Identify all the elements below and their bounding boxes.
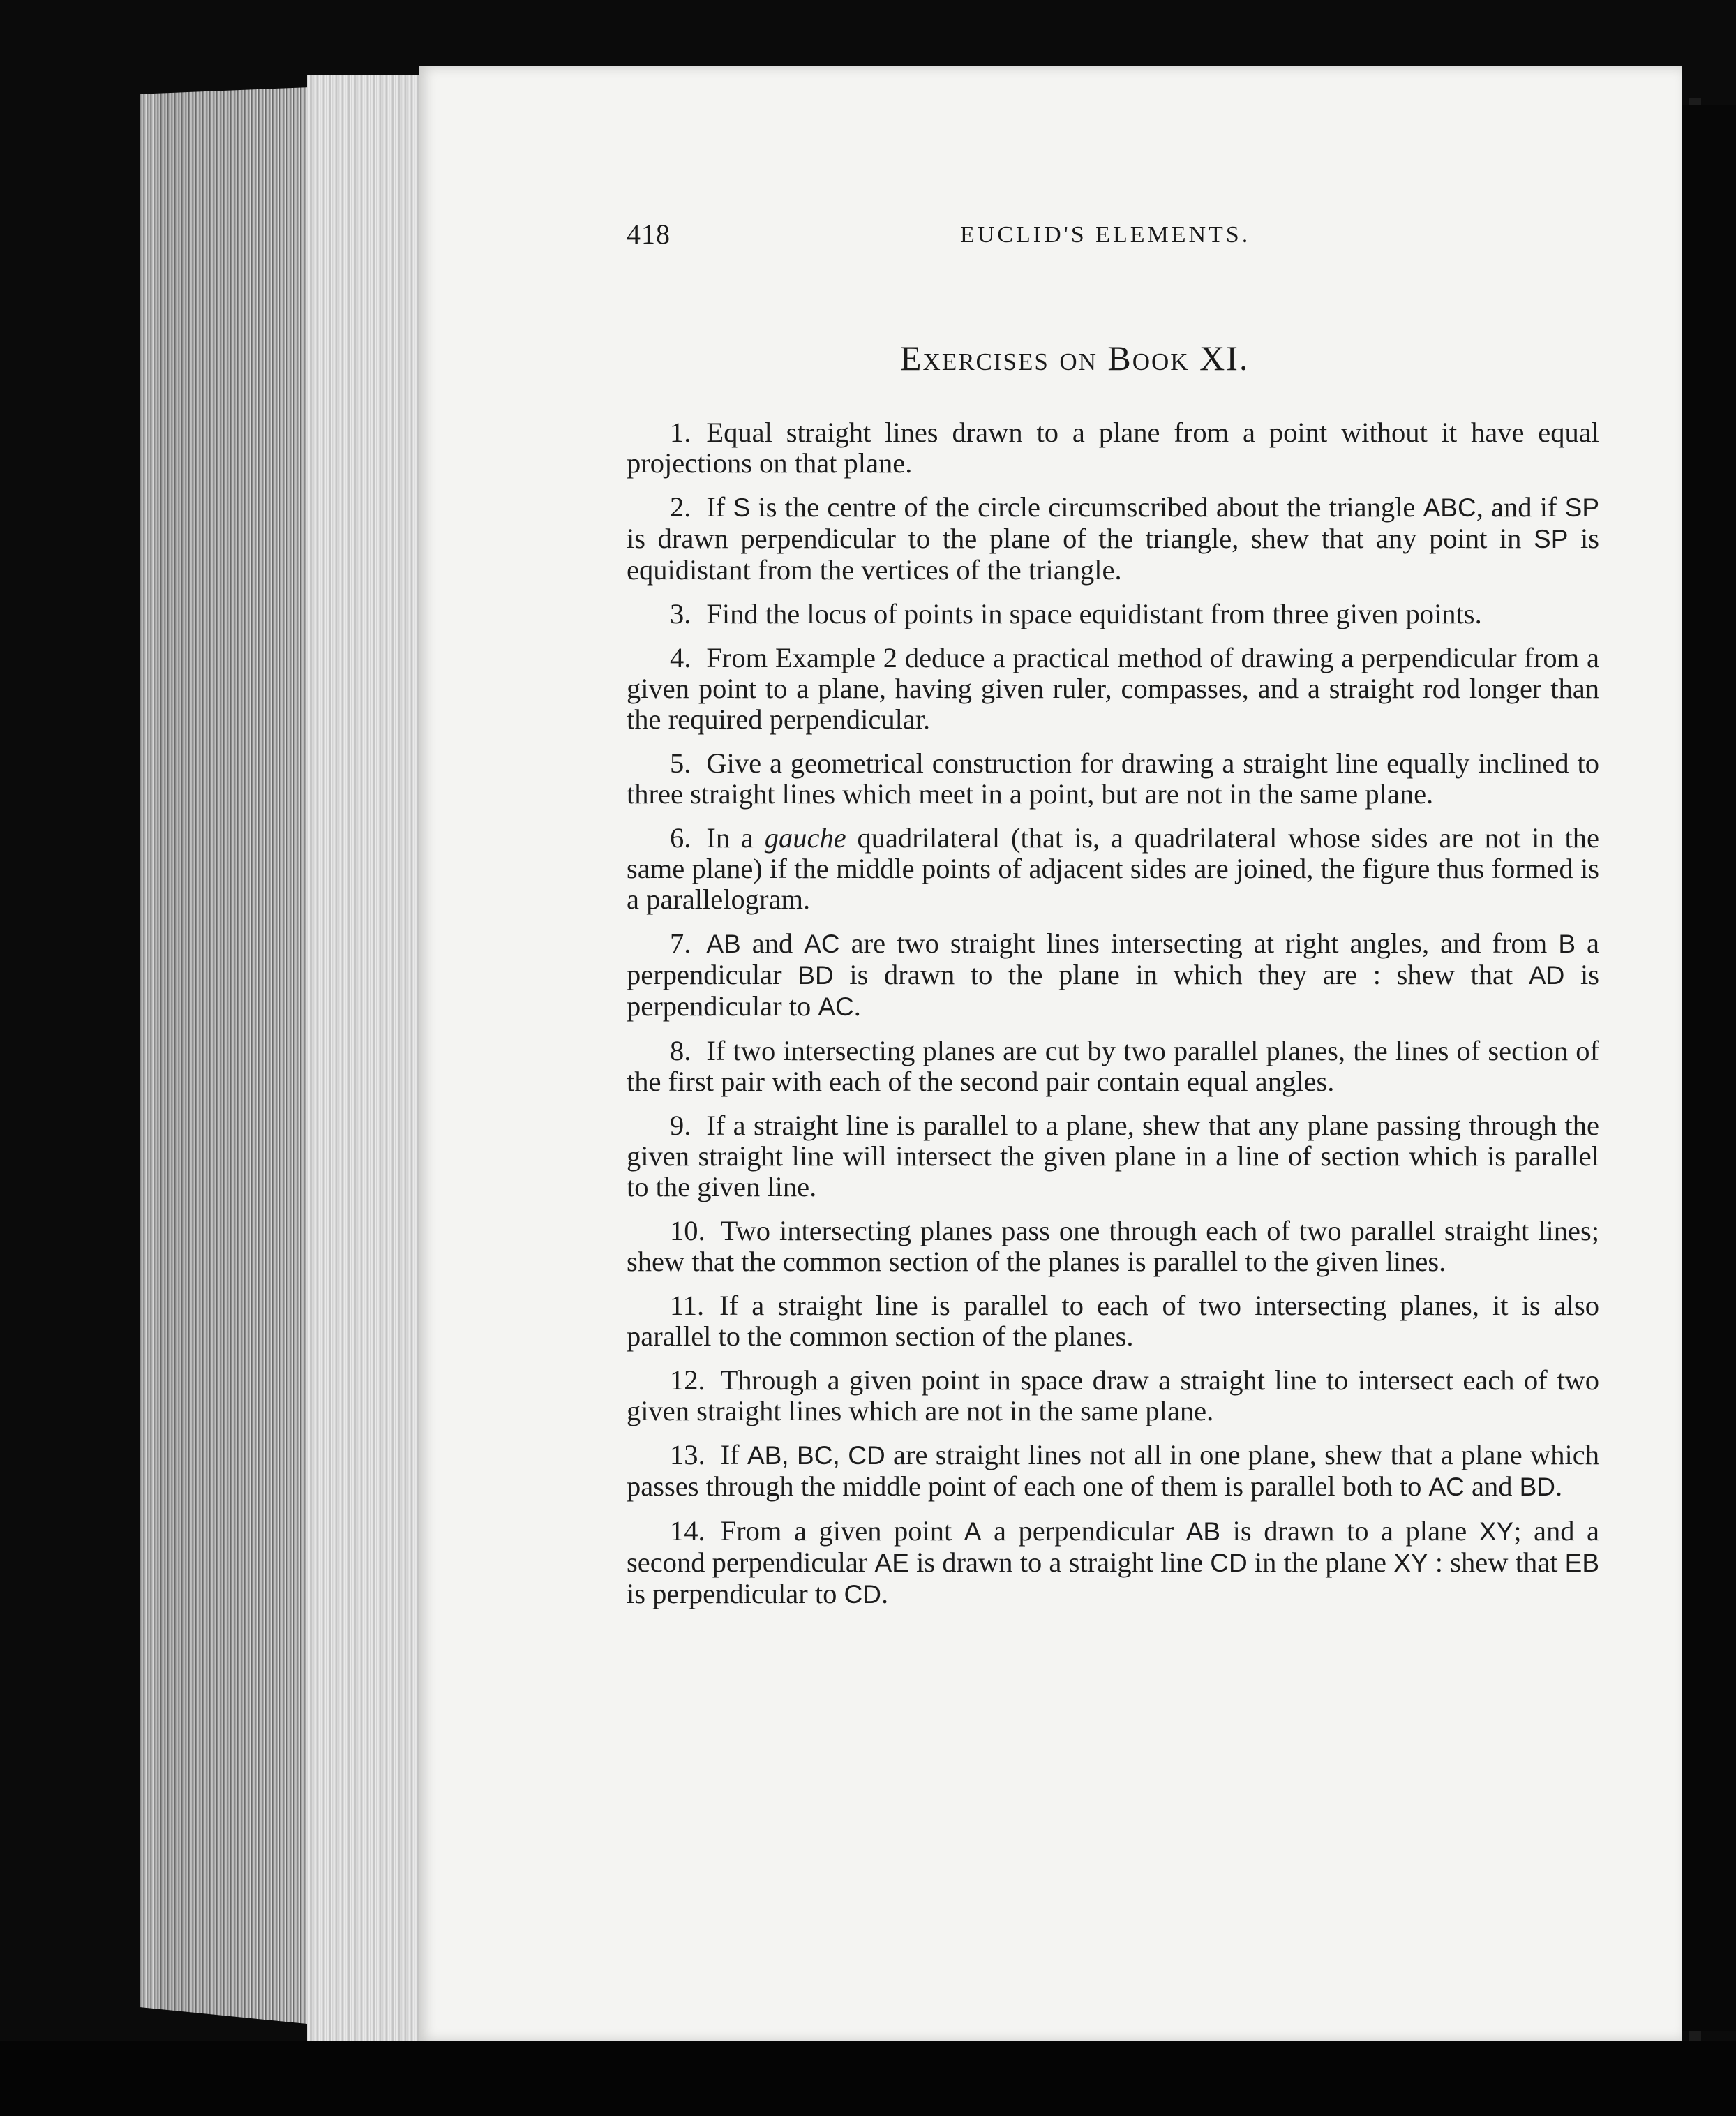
page-header bbox=[627, 218, 1603, 260]
exercise-text: Two intersecting planes pass one through each of two parallel straight lines; shew that the common section of the planes is parallel to the given lines. bbox=[627, 1215, 1599, 1277]
exercise-text: Through a given point in space draw a straight line to intersect each of two given straight lines which are not in the same plane. bbox=[627, 1364, 1599, 1426]
exercise-item bbox=[627, 823, 1599, 915]
book-page-edges-inner bbox=[307, 75, 433, 2043]
exercise-text: If AB, BC, CD are straight lines not all in one plane, shew that a plane which passes through the middle point of each one of them is parallel both to AC and BD. bbox=[627, 1439, 1599, 1502]
exercise-text: Find the locus of points in space equidistant from three given points. bbox=[706, 598, 1482, 629]
exercise-number: 3. bbox=[670, 598, 691, 629]
exercise-number: 5. bbox=[670, 747, 691, 779]
scan-bottom-border bbox=[0, 2041, 1736, 2116]
exercise-item bbox=[627, 1516, 1599, 1610]
exercise-number: 7. bbox=[670, 927, 691, 959]
exercise-number: 12. bbox=[670, 1364, 705, 1396]
exercise-item bbox=[627, 1440, 1599, 1503]
exercise-number: 14. bbox=[670, 1515, 705, 1547]
exercise-number: 13. bbox=[670, 1439, 705, 1470]
exercise-number: 1. bbox=[670, 417, 691, 448]
page-number: 418 bbox=[627, 218, 671, 250]
exercise-text: If S is the centre of the circle circumscribed about the triangle ABC, and if SP is drawn perpendicular to the plane of the triangle, shew that any point in SP is equidistant from the vertices of the triangle. bbox=[627, 491, 1600, 586]
exercise-item bbox=[627, 928, 1599, 1022]
exercise-item bbox=[627, 599, 1599, 629]
exercise-number: 2. bbox=[670, 491, 691, 523]
exercise-text: If a straight line is parallel to a plane, shew that any plane passing through the given straight line will intersect the given plane in a line of section which is parallel to the given line. bbox=[627, 1110, 1599, 1202]
running-title: EUCLID'S ELEMENTS. bbox=[960, 222, 1251, 248]
exercise-number: 10. bbox=[670, 1215, 705, 1246]
exercise-item bbox=[627, 1365, 1599, 1426]
exercise-item bbox=[627, 1110, 1599, 1202]
exercise-number: 8. bbox=[670, 1035, 691, 1066]
exercise-item bbox=[627, 748, 1599, 810]
exercise-number: 9. bbox=[670, 1110, 691, 1141]
exercise-item bbox=[627, 1216, 1599, 1277]
exercise-item bbox=[627, 643, 1599, 735]
exercise-item bbox=[627, 1290, 1599, 1352]
gutter-shadow bbox=[1682, 105, 1736, 2031]
exercise-text: Equal straight lines drawn to a plane from a point without it have equal projections on that plane. bbox=[627, 417, 1599, 479]
exercise-list bbox=[627, 417, 1599, 1623]
exercise-item bbox=[627, 1036, 1599, 1097]
exercise-text: If two intersecting planes are cut by two parallel planes, the lines of section of the first pair with each of the second pair contain equal angles. bbox=[627, 1035, 1599, 1097]
exercise-text: In a gauche quadrilateral (that is, a quadrilateral whose sides are not in the same plane) if the middle points of adjacent sides are joined, the figure thus formed is a parallelogram. bbox=[627, 822, 1599, 915]
exercise-text: AB and AC are two straight lines intersecting at right angles, and from B a perpendicular BD is drawn to the plane in which they are : shew that AD is perpendicular to AC. bbox=[627, 927, 1600, 1022]
exercise-text: If a straight line is parallel to each of two intersecting planes, it is also parallel to the common section of the planes. bbox=[627, 1290, 1599, 1352]
exercise-item bbox=[627, 417, 1599, 479]
exercise-text: From Example 2 deduce a practical method of drawing a perpendicular from a given point to a plane, having given ruler, compasses, and a straight rod longer than the required perpendicular. bbox=[627, 642, 1599, 735]
exercise-number: 4. bbox=[670, 642, 691, 673]
exercise-number: 11. bbox=[670, 1290, 705, 1321]
section-title: Exercises on Book XI. bbox=[900, 338, 1250, 378]
exercise-item bbox=[627, 492, 1599, 586]
exercise-text: Give a geometrical construction for drawing a straight line equally inclined to three straight lines which meet in a point, but are not in the same plane. bbox=[627, 747, 1599, 810]
exercise-number: 6. bbox=[670, 822, 691, 854]
exercise-text: From a given point A a perpendicular AB is drawn to a plane XY; and a second perpendicular AE is drawn to a straight line CD in the plane XY : shew that EB is perpendicular to CD. bbox=[627, 1515, 1599, 1609]
